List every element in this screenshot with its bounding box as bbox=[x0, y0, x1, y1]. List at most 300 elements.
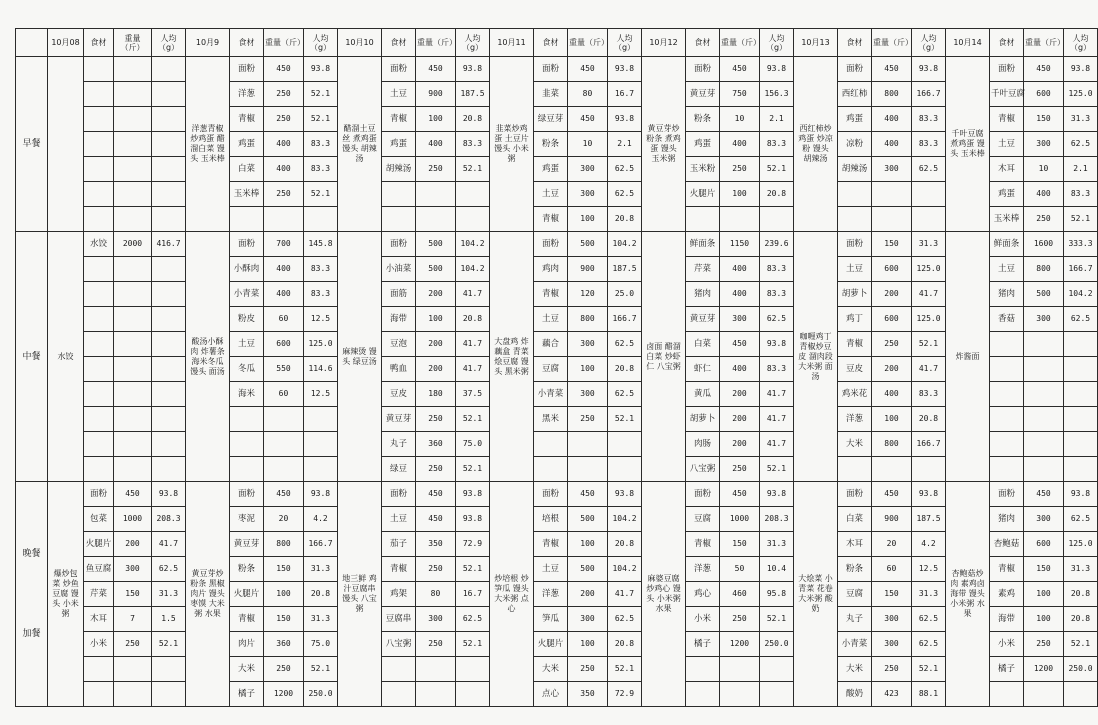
per-person-cell: 83.3 bbox=[456, 132, 490, 157]
ingredient-cell: 黄瓜 bbox=[686, 382, 720, 407]
per-person-header: 人均（g） bbox=[608, 29, 642, 57]
ingredient-cell: 粉条 bbox=[534, 132, 568, 157]
empty-cell bbox=[686, 207, 720, 232]
empty-cell bbox=[304, 407, 338, 432]
empty-cell bbox=[416, 182, 456, 207]
ingredient-cell: 鸡蛋 bbox=[382, 132, 416, 157]
empty-cell bbox=[990, 407, 1024, 432]
date-header: 10月11 bbox=[490, 29, 534, 57]
empty-cell bbox=[1024, 457, 1064, 482]
empty-cell bbox=[568, 457, 608, 482]
weight-cell: 200 bbox=[720, 382, 760, 407]
ingredient-cell: 大米 bbox=[230, 657, 264, 682]
weight-header: 重量（斤） bbox=[114, 29, 152, 57]
weight-cell: 250 bbox=[416, 457, 456, 482]
weight-cell: 1000 bbox=[720, 507, 760, 532]
weight-cell: 250 bbox=[264, 82, 304, 107]
date-header: 10月12 bbox=[642, 29, 686, 57]
weight-cell: 60 bbox=[264, 382, 304, 407]
ingredient-cell: 面粉 bbox=[534, 482, 568, 507]
weight-cell: 200 bbox=[720, 432, 760, 457]
ingredient-cell: 鸡架 bbox=[382, 582, 416, 607]
weight-cell: 200 bbox=[872, 282, 912, 307]
per-person-cell: 187.5 bbox=[608, 257, 642, 282]
per-person-cell: 166.7 bbox=[304, 532, 338, 557]
ingredient-cell: 玉米棒 bbox=[990, 207, 1024, 232]
ingredient-cell: 鲜面条 bbox=[686, 232, 720, 257]
weight-cell: 300 bbox=[872, 607, 912, 632]
weight-cell: 900 bbox=[416, 82, 456, 107]
empty-cell bbox=[990, 382, 1024, 407]
weight-cell: 100 bbox=[568, 632, 608, 657]
date-header: 10月10 bbox=[338, 29, 382, 57]
per-person-cell: 20.8 bbox=[608, 207, 642, 232]
ingredient-cell: 面粉 bbox=[230, 482, 264, 507]
ingredient-cell: 面粉 bbox=[534, 232, 568, 257]
ingredient-cell: 小油菜 bbox=[382, 257, 416, 282]
ingredient-cell: 火腿片 bbox=[230, 582, 264, 607]
table-row bbox=[16, 482, 1098, 507]
weight-cell: 100 bbox=[568, 357, 608, 382]
empty-cell bbox=[416, 657, 456, 682]
table-row bbox=[16, 132, 1098, 157]
ingredient-cell: 面粉 bbox=[990, 57, 1024, 82]
empty-cell bbox=[114, 282, 152, 307]
per-person-cell: 4.2 bbox=[912, 532, 946, 557]
per-person-cell: 31.3 bbox=[1064, 557, 1098, 582]
weight-cell: 20 bbox=[264, 507, 304, 532]
per-person-cell: 93.8 bbox=[760, 482, 794, 507]
per-person-cell: 333.3 bbox=[1064, 232, 1098, 257]
per-person-cell: 31.3 bbox=[152, 582, 186, 607]
dish-cell: 爆炒包菜 炒鱼豆腐 馒头 小米粥 bbox=[48, 482, 84, 707]
ingredient-cell: 青椒 bbox=[382, 107, 416, 132]
weight-header: 重量（斤） bbox=[720, 29, 760, 57]
per-person-cell: 250.0 bbox=[304, 682, 338, 707]
per-person-cell: 156.3 bbox=[760, 82, 794, 107]
ingredient-cell: 土豆 bbox=[382, 507, 416, 532]
weight-cell: 1200 bbox=[1024, 657, 1064, 682]
ingredient-cell: 鸡米花 bbox=[838, 382, 872, 407]
table-row bbox=[16, 582, 1098, 607]
ingredient-cell: 土豆 bbox=[534, 307, 568, 332]
weight-cell: 2000 bbox=[114, 232, 152, 257]
weight-cell: 450 bbox=[720, 332, 760, 357]
weight-cell: 200 bbox=[872, 357, 912, 382]
weight-header: 重量（斤） bbox=[1024, 29, 1064, 57]
weight-cell: 500 bbox=[568, 232, 608, 257]
per-person-cell: 93.8 bbox=[152, 482, 186, 507]
ingredient-cell: 面粉 bbox=[382, 57, 416, 82]
per-person-cell: 93.8 bbox=[456, 57, 490, 82]
empty-cell bbox=[84, 307, 114, 332]
meal-label-dinner bbox=[16, 482, 48, 707]
meal-label-extra: 加餐 bbox=[22, 629, 41, 639]
date-header: 10月14 bbox=[946, 29, 990, 57]
per-person-cell: 62.5 bbox=[912, 632, 946, 657]
ingredient-cell: 豆腐串 bbox=[382, 607, 416, 632]
ingredient-cell: 鱼豆腐 bbox=[84, 557, 114, 582]
empty-cell bbox=[114, 157, 152, 182]
per-person-cell: 62.5 bbox=[152, 557, 186, 582]
ingredient-cell: 鸡丁 bbox=[838, 307, 872, 332]
per-person-cell: 41.7 bbox=[456, 332, 490, 357]
dish-cell: 黄豆芽炒粉条 黑椒肉片 馒头 枣馍 大米粥 水果 bbox=[186, 482, 230, 707]
per-person-cell: 93.8 bbox=[912, 57, 946, 82]
ingredient-cell: 青椒 bbox=[230, 107, 264, 132]
per-person-cell: 75.0 bbox=[456, 432, 490, 457]
ingredient-cell: 青椒 bbox=[382, 557, 416, 582]
empty-cell bbox=[264, 407, 304, 432]
ingredient-cell: 八宝粥 bbox=[686, 457, 720, 482]
empty-cell bbox=[152, 282, 186, 307]
weight-cell: 450 bbox=[416, 57, 456, 82]
ingredient-cell: 点心 bbox=[534, 682, 568, 707]
empty-cell bbox=[456, 657, 490, 682]
weight-cell: 800 bbox=[872, 82, 912, 107]
per-person-cell: 83.3 bbox=[912, 382, 946, 407]
empty-cell bbox=[990, 432, 1024, 457]
per-person-cell: 187.5 bbox=[912, 507, 946, 532]
table-row bbox=[16, 332, 1098, 357]
per-person-cell: 72.9 bbox=[456, 532, 490, 557]
weight-cell: 300 bbox=[568, 607, 608, 632]
ingredient-cell: 芹菜 bbox=[84, 582, 114, 607]
empty-cell bbox=[114, 332, 152, 357]
ingredient-header: 食材 bbox=[534, 29, 568, 57]
ingredient-cell: 洋葱 bbox=[534, 582, 568, 607]
weight-cell: 300 bbox=[872, 632, 912, 657]
empty-cell bbox=[84, 682, 114, 707]
ingredient-cell: 笋瓜 bbox=[534, 607, 568, 632]
per-person-cell: 83.3 bbox=[912, 132, 946, 157]
ingredient-cell: 胡辣汤 bbox=[838, 157, 872, 182]
empty-cell bbox=[230, 432, 264, 457]
per-person-cell: 10.4 bbox=[760, 557, 794, 582]
ingredient-cell: 大米 bbox=[838, 657, 872, 682]
empty-cell bbox=[152, 407, 186, 432]
per-person-cell: 93.8 bbox=[304, 57, 338, 82]
empty-cell bbox=[382, 182, 416, 207]
per-person-cell: 239.6 bbox=[760, 232, 794, 257]
weight-cell: 400 bbox=[872, 107, 912, 132]
empty-cell bbox=[1064, 407, 1098, 432]
ingredient-cell: 冬瓜 bbox=[230, 357, 264, 382]
weight-cell: 800 bbox=[1024, 257, 1064, 282]
weight-cell: 150 bbox=[1024, 557, 1064, 582]
ingredient-cell: 面粉 bbox=[230, 57, 264, 82]
per-person-cell: 125.0 bbox=[1064, 82, 1098, 107]
table-row bbox=[16, 307, 1098, 332]
weight-cell: 400 bbox=[264, 257, 304, 282]
ingredient-cell: 鸡蛋 bbox=[838, 107, 872, 132]
table-row bbox=[16, 57, 1098, 82]
ingredient-cell: 千叶豆腐 bbox=[990, 82, 1024, 107]
per-person-cell: 125.0 bbox=[912, 257, 946, 282]
per-person-cell: 31.3 bbox=[760, 532, 794, 557]
weight-cell: 60 bbox=[872, 557, 912, 582]
ingredient-cell: 鸡心 bbox=[686, 582, 720, 607]
dish-cell: 醋溜土豆丝 煮鸡蛋 馒头 胡辣汤 bbox=[338, 57, 382, 232]
weight-cell: 450 bbox=[720, 482, 760, 507]
empty-cell bbox=[84, 82, 114, 107]
ingredient-cell: 小米 bbox=[84, 632, 114, 657]
weight-cell: 10 bbox=[720, 107, 760, 132]
ingredient-cell: 虾仁 bbox=[686, 357, 720, 382]
per-person-cell: 75.0 bbox=[304, 632, 338, 657]
per-person-cell: 4.2 bbox=[304, 507, 338, 532]
ingredient-cell: 胡萝卜 bbox=[838, 282, 872, 307]
ingredient-cell: 玉米棒 bbox=[230, 182, 264, 207]
per-person-cell: 83.3 bbox=[760, 282, 794, 307]
weight-cell: 500 bbox=[416, 257, 456, 282]
per-person-cell: 104.2 bbox=[1064, 282, 1098, 307]
ingredient-cell: 小青菜 bbox=[230, 282, 264, 307]
per-person-cell: 93.8 bbox=[608, 107, 642, 132]
weight-cell: 450 bbox=[264, 482, 304, 507]
weight-cell: 250 bbox=[872, 332, 912, 357]
empty-cell bbox=[912, 457, 946, 482]
per-person-cell: 104.2 bbox=[608, 232, 642, 257]
per-person-cell: 83.3 bbox=[304, 157, 338, 182]
ingredient-cell: 枣泥 bbox=[230, 507, 264, 532]
empty-cell bbox=[456, 207, 490, 232]
dish-cell: 麻婆豆腐 炒鸡心 馒头 小米粥 水果 bbox=[642, 482, 686, 707]
dish-cell: 炒培根 炒笋瓜 馒头 大米粥 点心 bbox=[490, 482, 534, 707]
empty-cell bbox=[990, 332, 1024, 357]
ingredient-cell: 青椒 bbox=[534, 282, 568, 307]
ingredient-cell: 青椒 bbox=[990, 107, 1024, 132]
weight-cell: 400 bbox=[264, 282, 304, 307]
empty-cell bbox=[608, 457, 642, 482]
weight-cell: 100 bbox=[416, 107, 456, 132]
per-person-cell: 41.7 bbox=[456, 357, 490, 382]
weight-cell: 400 bbox=[416, 132, 456, 157]
empty-cell bbox=[568, 432, 608, 457]
ingredient-cell: 黄豆芽 bbox=[686, 307, 720, 332]
dish-cell: 韭菜炒鸡蛋 土豆片 馒头 小米粥 bbox=[490, 57, 534, 232]
per-person-cell: 41.7 bbox=[760, 382, 794, 407]
empty-cell bbox=[1024, 332, 1064, 357]
per-person-cell: 52.1 bbox=[152, 632, 186, 657]
per-person-cell: 52.1 bbox=[1064, 632, 1098, 657]
per-person-cell: 41.7 bbox=[912, 357, 946, 382]
ingredient-cell: 鸡蛋 bbox=[686, 132, 720, 157]
ingredient-cell: 胡辣汤 bbox=[382, 157, 416, 182]
per-person-cell: 52.1 bbox=[304, 657, 338, 682]
weight-cell: 250 bbox=[416, 157, 456, 182]
empty-cell bbox=[152, 457, 186, 482]
ingredient-cell: 大米 bbox=[838, 432, 872, 457]
weight-cell: 1200 bbox=[264, 682, 304, 707]
per-person-cell: 416.7 bbox=[152, 232, 186, 257]
empty-cell bbox=[152, 107, 186, 132]
ingredient-cell: 水饺 bbox=[84, 232, 114, 257]
per-person-cell: 52.1 bbox=[912, 657, 946, 682]
weight-cell: 700 bbox=[264, 232, 304, 257]
weight-cell: 120 bbox=[568, 282, 608, 307]
ingredient-cell: 豆皮 bbox=[838, 357, 872, 382]
table-row bbox=[16, 532, 1098, 557]
per-person-cell: 62.5 bbox=[608, 332, 642, 357]
ingredient-cell: 面粉 bbox=[382, 482, 416, 507]
empty-cell bbox=[152, 82, 186, 107]
per-person-cell: 62.5 bbox=[1064, 507, 1098, 532]
ingredient-cell: 粉条 bbox=[686, 107, 720, 132]
ingredient-cell: 玉米粉 bbox=[686, 157, 720, 182]
weight-cell: 180 bbox=[416, 382, 456, 407]
table-row bbox=[16, 657, 1098, 682]
empty-cell bbox=[760, 657, 794, 682]
empty-cell bbox=[114, 382, 152, 407]
ingredient-cell: 八宝粥 bbox=[382, 632, 416, 657]
dish-cell: 地三鲜 鸡汁豆腐串 馒头 八宝粥 bbox=[338, 482, 382, 707]
table-row bbox=[16, 632, 1098, 657]
weight-cell: 1200 bbox=[720, 632, 760, 657]
ingredient-cell: 黑米 bbox=[534, 407, 568, 432]
ingredient-cell: 白菜 bbox=[230, 157, 264, 182]
ingredient-cell: 鸡蛋 bbox=[990, 182, 1024, 207]
weight-cell: 450 bbox=[872, 482, 912, 507]
weight-cell: 450 bbox=[416, 507, 456, 532]
per-person-cell: 12.5 bbox=[912, 557, 946, 582]
ingredient-header: 食材 bbox=[838, 29, 872, 57]
per-person-cell: 52.1 bbox=[608, 407, 642, 432]
empty-cell bbox=[230, 407, 264, 432]
weight-cell: 300 bbox=[1024, 307, 1064, 332]
ingredient-cell: 杏鲍菇 bbox=[990, 532, 1024, 557]
per-person-cell: 88.1 bbox=[912, 682, 946, 707]
empty-cell bbox=[152, 207, 186, 232]
empty-cell bbox=[84, 357, 114, 382]
dish-cell: 西红柿炒鸡蛋 炒凉粉 馒头 胡辣汤 bbox=[794, 57, 838, 232]
ingredient-cell: 面粉 bbox=[534, 57, 568, 82]
ingredient-header: 食材 bbox=[230, 29, 264, 57]
table-row bbox=[16, 257, 1098, 282]
empty-cell bbox=[990, 682, 1024, 707]
weight-header: 重量（斤） bbox=[416, 29, 456, 57]
weight-cell: 800 bbox=[264, 532, 304, 557]
empty-cell bbox=[114, 207, 152, 232]
ingredient-cell: 肉片 bbox=[230, 632, 264, 657]
empty-cell bbox=[872, 182, 912, 207]
ingredient-cell: 青椒 bbox=[534, 532, 568, 557]
weight-cell: 200 bbox=[416, 282, 456, 307]
ingredient-cell: 木耳 bbox=[838, 532, 872, 557]
weight-cell: 400 bbox=[1024, 182, 1064, 207]
ingredient-cell: 洋葱 bbox=[230, 82, 264, 107]
weight-header: 重量（斤） bbox=[872, 29, 912, 57]
ingredient-cell: 海带 bbox=[990, 607, 1024, 632]
empty-cell bbox=[382, 207, 416, 232]
weight-cell: 50 bbox=[720, 557, 760, 582]
weight-cell: 300 bbox=[114, 557, 152, 582]
empty-cell bbox=[686, 657, 720, 682]
per-person-cell: 41.7 bbox=[152, 532, 186, 557]
dish-cell: 水饺 bbox=[48, 232, 84, 482]
empty-cell bbox=[872, 207, 912, 232]
per-person-cell: 20.8 bbox=[456, 107, 490, 132]
weight-cell: 800 bbox=[872, 432, 912, 457]
per-person-cell: 93.8 bbox=[760, 57, 794, 82]
empty-cell bbox=[152, 182, 186, 207]
ingredient-cell: 鸡肉 bbox=[534, 257, 568, 282]
table-row bbox=[16, 232, 1098, 257]
empty-cell bbox=[84, 57, 114, 82]
weight-cell: 300 bbox=[720, 307, 760, 332]
per-person-cell: 187.5 bbox=[456, 82, 490, 107]
dish-cell: 杏鲍菇炒肉 素鸡卤海带 馒头 小米粥 水果 bbox=[946, 482, 990, 707]
empty-cell bbox=[264, 207, 304, 232]
per-person-cell: 62.5 bbox=[608, 382, 642, 407]
empty-cell bbox=[84, 432, 114, 457]
weight-cell: 100 bbox=[872, 407, 912, 432]
date-header: 10月9 bbox=[186, 29, 230, 57]
per-person-cell: 52.1 bbox=[456, 157, 490, 182]
ingredient-header: 食材 bbox=[686, 29, 720, 57]
per-person-cell: 1.5 bbox=[152, 607, 186, 632]
ingredient-cell: 土豆 bbox=[534, 182, 568, 207]
per-person-cell: 52.1 bbox=[1064, 207, 1098, 232]
weight-cell: 150 bbox=[720, 532, 760, 557]
per-person-cell: 62.5 bbox=[912, 157, 946, 182]
per-person-cell: 62.5 bbox=[608, 157, 642, 182]
table-row bbox=[16, 432, 1098, 457]
date-header: 10月13 bbox=[794, 29, 838, 57]
dish-cell: 大烩菜 小青菜 花卷 大米粥 酸奶 bbox=[794, 482, 838, 707]
empty-cell bbox=[230, 457, 264, 482]
per-person-cell: 104.2 bbox=[608, 507, 642, 532]
ingredient-cell: 豆腐 bbox=[838, 582, 872, 607]
weight-cell: 250 bbox=[1024, 207, 1064, 232]
empty-cell bbox=[1064, 432, 1098, 457]
table-row bbox=[16, 457, 1098, 482]
weight-cell: 200 bbox=[114, 532, 152, 557]
weight-cell: 450 bbox=[568, 107, 608, 132]
per-person-cell: 12.5 bbox=[304, 307, 338, 332]
empty-cell bbox=[686, 682, 720, 707]
per-person-cell: 25.0 bbox=[608, 282, 642, 307]
weight-cell: 250 bbox=[1024, 632, 1064, 657]
empty-cell bbox=[1024, 682, 1064, 707]
weight-cell: 900 bbox=[872, 507, 912, 532]
per-person-cell: 62.5 bbox=[1064, 132, 1098, 157]
empty-cell bbox=[114, 132, 152, 157]
meal-label-lunch: 中餐 bbox=[16, 232, 48, 482]
per-person-cell: 104.2 bbox=[456, 257, 490, 282]
weight-cell: 600 bbox=[264, 332, 304, 357]
per-person-cell: 20.8 bbox=[608, 632, 642, 657]
per-person-cell: 83.3 bbox=[1064, 182, 1098, 207]
empty-cell bbox=[416, 682, 456, 707]
dish-cell: 大盘鸡 炸藕盒 青菜烩豆腐 馒头 黑米粥 bbox=[490, 232, 534, 482]
dish-cell bbox=[48, 57, 84, 232]
weight-cell: 200 bbox=[416, 332, 456, 357]
per-person-cell: 52.1 bbox=[456, 457, 490, 482]
empty-cell bbox=[84, 382, 114, 407]
weight-cell: 300 bbox=[568, 382, 608, 407]
ingredient-cell: 面粉 bbox=[84, 482, 114, 507]
per-person-cell: 250.0 bbox=[1064, 657, 1098, 682]
ingredient-cell: 洋葱 bbox=[838, 407, 872, 432]
weight-cell: 100 bbox=[568, 532, 608, 557]
empty-cell bbox=[114, 57, 152, 82]
empty-cell bbox=[114, 657, 152, 682]
per-person-cell: 31.3 bbox=[912, 582, 946, 607]
ingredient-cell: 粉皮 bbox=[230, 307, 264, 332]
empty-cell bbox=[114, 682, 152, 707]
weight-cell: 500 bbox=[1024, 282, 1064, 307]
